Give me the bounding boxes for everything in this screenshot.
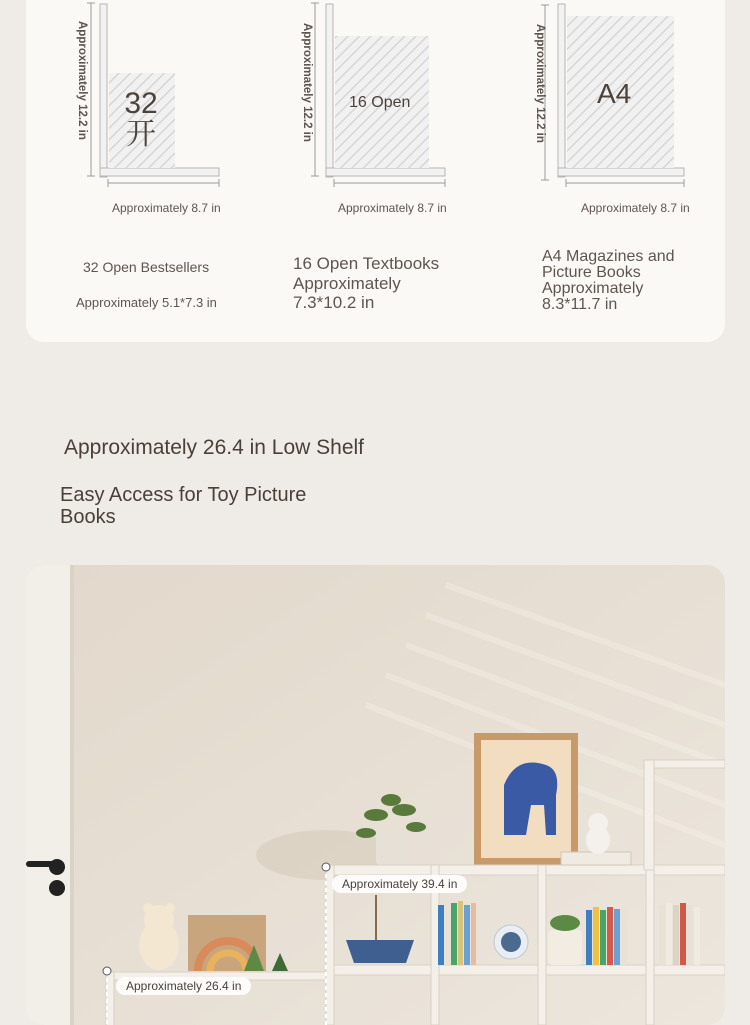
width-label: Approximately 8.7 in	[338, 201, 447, 215]
height-label: Approximately 12.2 in	[301, 23, 313, 142]
size-title: A4 Magazines and Picture Books	[542, 248, 675, 281]
room-scene	[26, 565, 725, 1025]
low-shelf-height-label: Approximately 26.4 in	[116, 977, 251, 995]
width-label: Approximately 8.7 in	[581, 201, 690, 215]
height-label: Approximately 12.2 in	[76, 21, 88, 140]
door	[26, 565, 72, 1025]
size-detail: Approximately 5.1*7.3 in	[76, 295, 217, 310]
book-size-mark: 16 Open	[349, 94, 411, 111]
section-heading: Approximately 26.4 in Low Shelf	[64, 436, 364, 459]
size-title: 16 Open Textbooks	[293, 254, 440, 273]
plant-pot	[376, 830, 406, 865]
product-photo	[26, 565, 725, 1025]
size-comparison-card	[26, 0, 725, 342]
size-diagram-32-open	[76, 0, 248, 215]
size-diagram-16-open	[301, 0, 474, 215]
width-label: Approximately 8.7 in	[112, 201, 221, 215]
tall-shelf-height-label: Approximately 39.4 in	[332, 875, 467, 893]
toy-astronaut	[494, 925, 528, 959]
section-subheading: Easy Access for Toy Picture Books	[60, 484, 307, 528]
cactus-pot	[548, 915, 582, 965]
book-size-mark: 32 开	[124, 87, 158, 151]
size-diagram-a4	[534, 0, 706, 215]
bookend-diagram	[78, 0, 248, 210]
toy-bunny	[586, 813, 610, 854]
size-title: 32 Open Bestsellers	[83, 259, 210, 275]
size-detail: Approximately 8.3*11.7 in	[542, 280, 644, 313]
book-size-mark: A4	[597, 78, 632, 109]
height-label: Approximately 12.2 in	[534, 24, 546, 143]
size-detail: Approximately 7.3*10.2 in	[293, 274, 401, 312]
